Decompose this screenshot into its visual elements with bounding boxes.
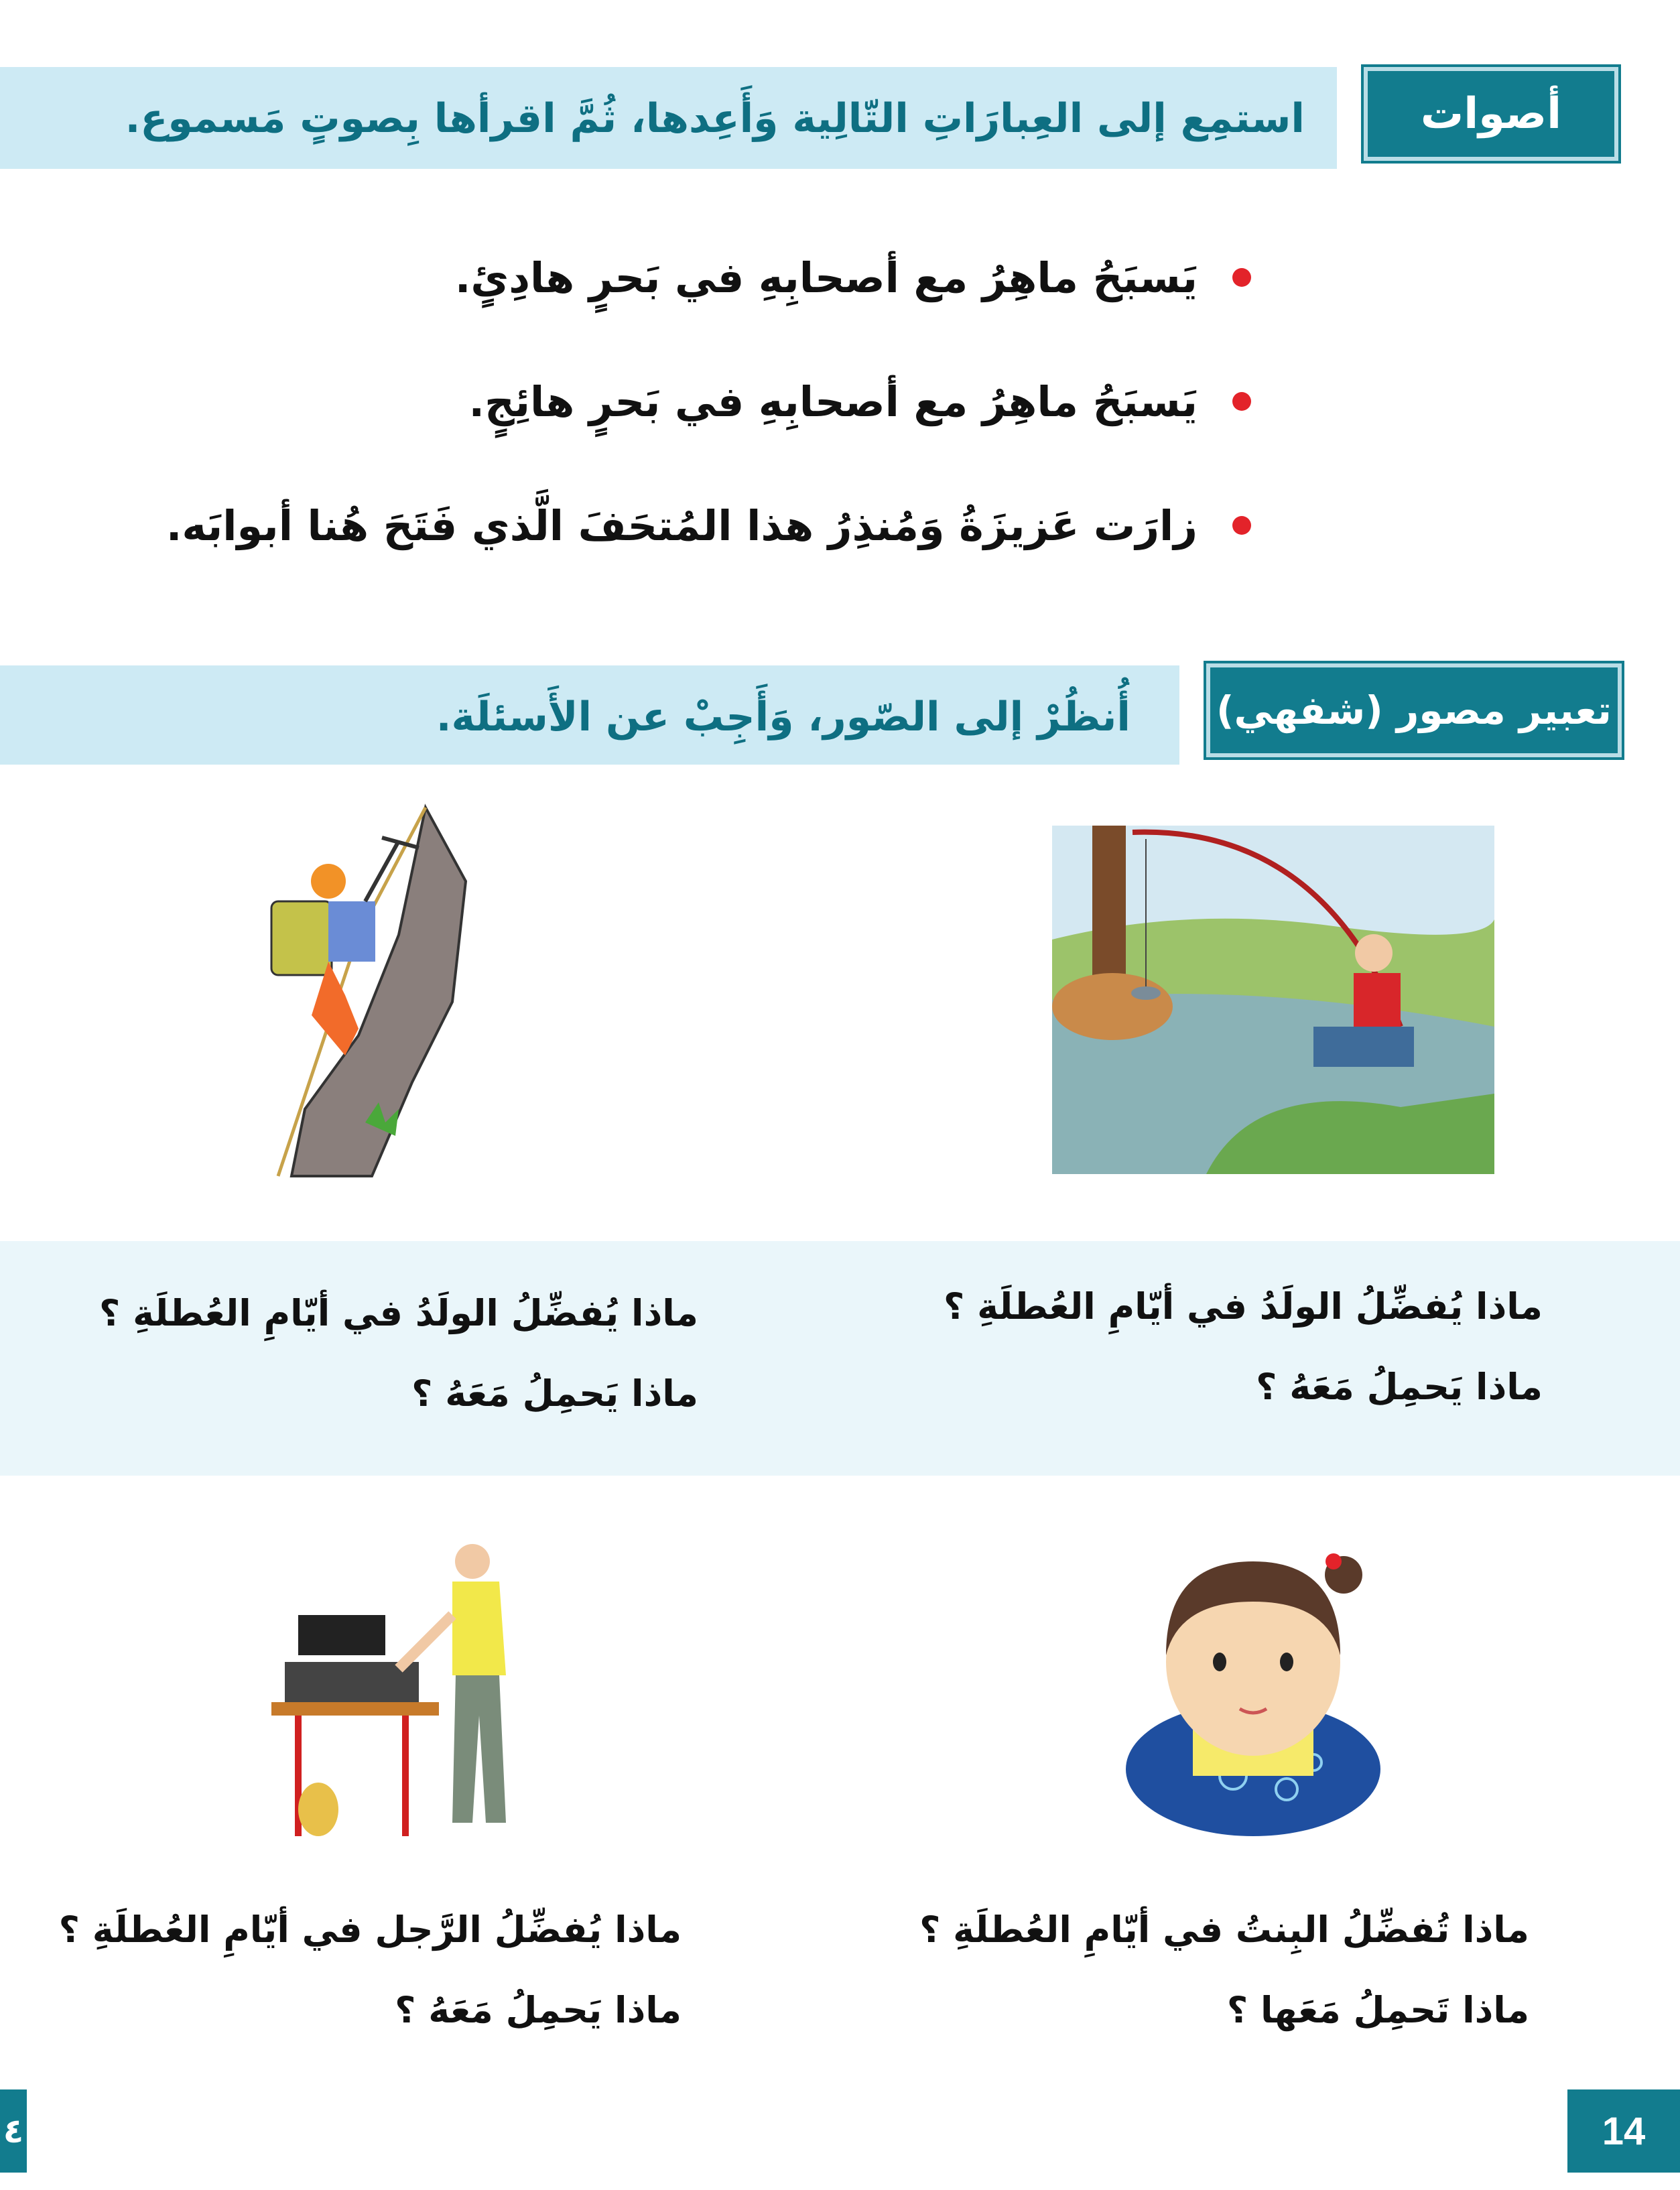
bullet-icon [1232, 392, 1251, 411]
list-item: زارَت عَزيزَةُ وَمُنذِرُ هذا المُتحَفَ الَّذي فَتَحَ هُنا أبوابَه. [179, 482, 1251, 606]
question-line: ماذا تُفضِّلُ البِنتُ في أيّامِ العُطلَةِ ؟ [919, 1909, 1529, 1951]
question-block-climber [99, 1273, 698, 1434]
section-title-box-2 [1206, 663, 1622, 757]
bullet-icon [1232, 516, 1251, 535]
climber-image [265, 801, 499, 1189]
page-number: 14 [1567, 2089, 1680, 2173]
section-title: أصوات [1420, 89, 1562, 139]
list-item: يَسبَحُ ماهِرُ مع أصحابِهِ في بَحرٍ هادِئٍ. [179, 235, 1251, 359]
instruction-text-1: استمِع إلى العِبارَاتِ التّالِية وَأَعِدها، ثُمَّ اقرأها بِصوتٍ مَسموع. [125, 95, 1305, 142]
man-grill-image [271, 1541, 526, 1843]
question-line: ماذا يَحمِلُ مَعَهُ ؟ [411, 1372, 698, 1415]
page-number-left: ٤ [0, 2089, 27, 2173]
phrase-list [166, 235, 1251, 606]
question-line: ماذا يَحمِلُ مَعَهُ ؟ [1256, 1366, 1543, 1408]
girl-swimming-image [1112, 1521, 1394, 1843]
section-title-box-1 [1364, 67, 1618, 161]
section-title: تعبير مصور (شفهي) [1216, 688, 1612, 733]
question-line: ماذا يَحمِلُ مَعَهُ ؟ [395, 1989, 682, 2031]
boy-fishing-image [1052, 826, 1494, 1174]
question-block-man-grill [59, 1890, 682, 2051]
bullet-icon [1232, 268, 1251, 287]
question-line: ماذا تَحمِلُ مَعَها ؟ [1226, 1989, 1529, 2031]
instruction-text-2: أُنظُرْ إلى الصّور، وَأَجِبْ عن الأَسئلَة. [436, 694, 1130, 740]
list-item: يَسبَحُ ماهِرُ مع أصحابِهِ في بَحرٍ هائِجٍ. [179, 359, 1251, 482]
question-block-boy-fishing [944, 1267, 1543, 1427]
question-block-girl-swimming [919, 1890, 1529, 2051]
question-line: ماذا يُفضِّلُ الولَدُ في أيّامِ العُطلَةِ ؟ [99, 1292, 698, 1334]
question-line: ماذا يُفضِّلُ الولَدُ في أيّامِ العُطلَةِ ؟ [943, 1285, 1543, 1328]
question-line: ماذا يُفضِّلُ الرَّجل في أيّامِ العُطلَةِ ؟ [58, 1909, 682, 1951]
